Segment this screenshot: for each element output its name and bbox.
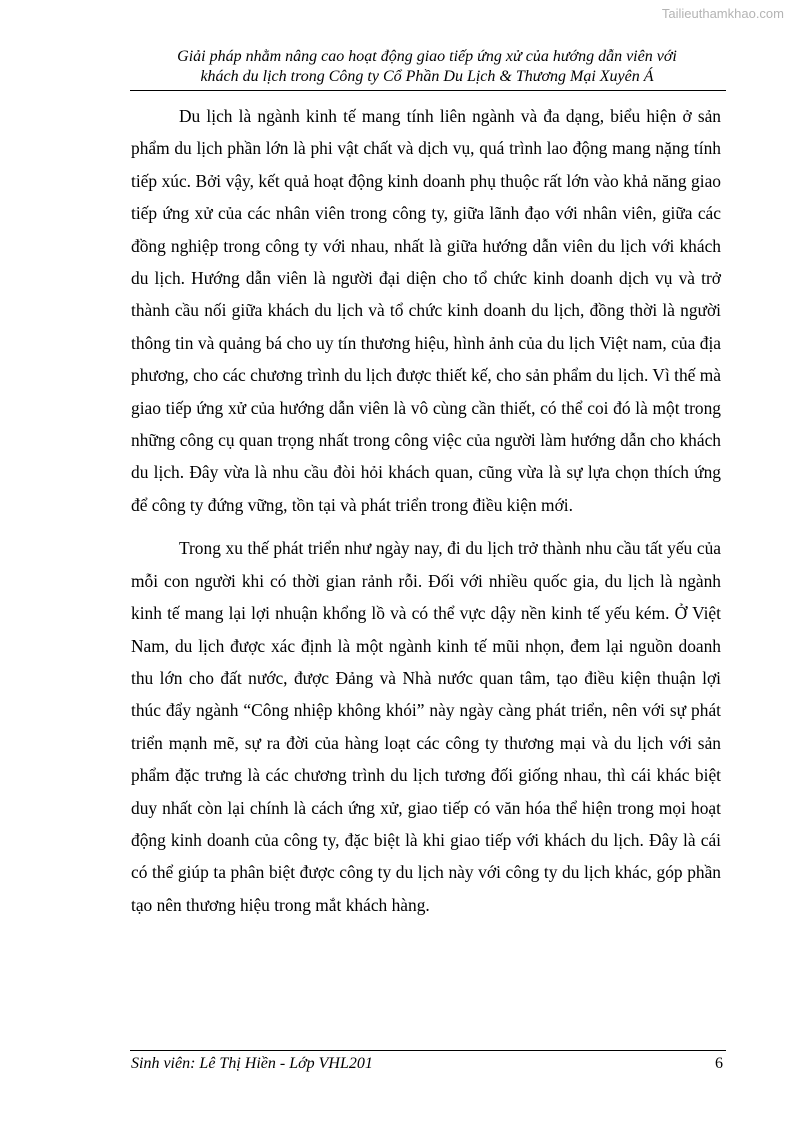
footer-divider [130,1050,726,1051]
running-header [130,47,724,87]
header-divider [130,90,726,91]
header-line-2: khách du lịch trong Công ty Cổ Phần Du Lịch & Thương Mại Xuyên Á [200,68,654,85]
header-line-1: Giải pháp nhằm nâng cao hoạt động giao tiếp ứng xử của hướng dẫn viên với [177,48,677,65]
body-text [131,100,721,932]
page-number: 6 [715,1055,723,1072]
paragraph-1: Du lịch là ngành kinh tế mang tính liên ngành và đa dạng, biểu hiện ở sản phẩm du lịch phần lớn là phi vật chất và dịch vụ, quá trình lao động mang nặng tính tiếp xúc. Bởi vậy, kết quả hoạt động kinh doanh phụ thuộc rất lớn vào khả năng giao tiếp ứng xử của các nhân viên trong công ty, giữa lãnh đạo với nhân viên, giữa các đồng nghiệp trong công ty với nhau, nhất là giữa hướng dẫn viên du lịch với khách du lịch. Hướng dẫn viên là người đại diện cho tổ chức kinh doanh dịch vụ và trở thành cầu nối giữa khách du lịch và tổ chức kinh doanh du lịch, đồng thời là người thông tin và quảng bá cho uy tín thương hiệu, hình ảnh của du lịch Việt nam, của địa phương, cho các chương trình du lịch được thiết kế, cho sản phẩm du lịch. Vì thế mà giao tiếp ứng xử của hướng dẫn viên là vô cùng cần thiết, có thể coi đó là một trong những công cụ quan trọng nhất trong công việc của người làm hướng dẫn cho khách du lịch. Đây vừa là nhu cầu đòi hỏi khách quan, cũng vừa là sự lựa chọn thích ứng để công ty đứng vững, tồn tại và phát triển trong điều kiện mới. [131,106,721,515]
footer-student-info: Sinh viên: Lê Thị Hiền - Lớp VHL201 [131,1055,373,1072]
paragraph-2: Trong xu thế phát triển như ngày nay, đi du lịch trở thành nhu cầu tất yếu của mỗi con người khi có thời gian rảnh rỗi. Đối với nhiều quốc gia, du lịch là ngành kinh tế mang lại lợi nhuận khổng lồ và có thể vực dậy nền kinh tế yếu kém. Ở Việt Nam, du lịch được xác định là một ngành kinh tế mũi nhọn, đem lại nguồn doanh thu lớn cho đất nước, được Đảng và Nhà nước quan tâm, tạo điều kiện thuận lợi thúc đẩy ngành “Công nhiệp không khói” này ngày càng phát triển, nên với sự phát triển mạnh mẽ, sự ra đời của hàng loạt các công ty thương mại và du lịch với sản phẩm đặc trưng là các chương trình du lịch tương đối giống nhau, thì cái khác biệt duy nhất còn lại chính là cách ứng xử, giao tiếp có văn hóa thể hiện trong mọi hoạt động kinh doanh của công ty, đặc biệt là khi giao tiếp với khách du lịch. Đây là cái có thể giúp ta phân biệt được công ty du lịch này với công ty du lịch khác, góp phần tạo nên thương hiệu trong mắt khách hàng. [131,538,721,915]
watermark-text: Tailieuthamkhao.com [661,6,784,21]
